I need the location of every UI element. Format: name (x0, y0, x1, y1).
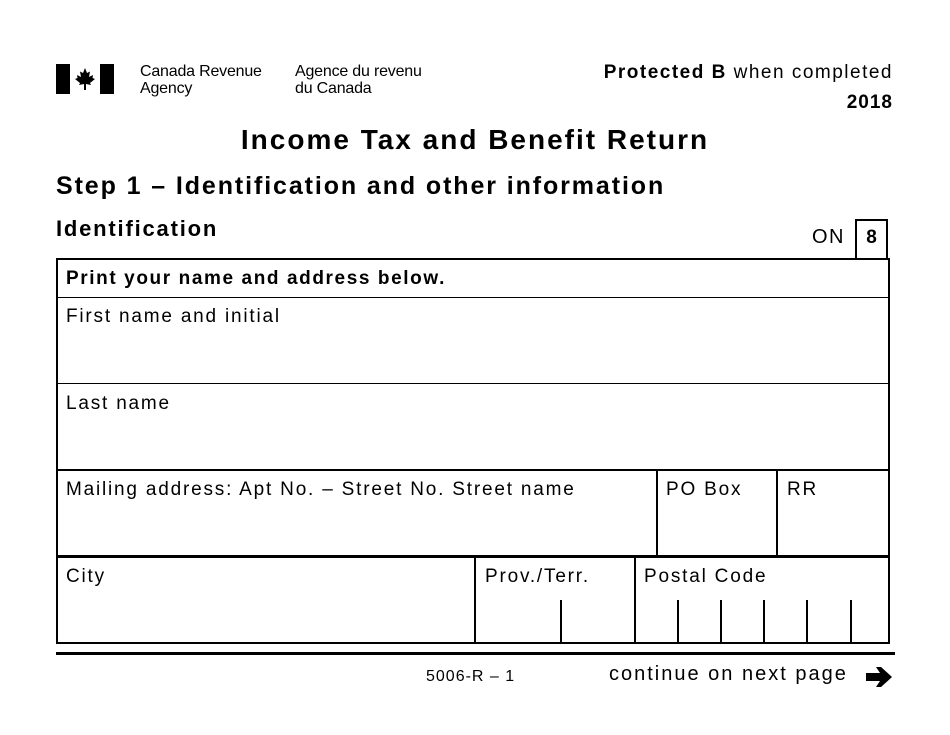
postal-char-5[interactable] (808, 600, 850, 642)
agency-name-en-line1: Canada Revenue (140, 63, 262, 80)
city-label: City (66, 566, 106, 587)
agency-name-fr-line2: du Canada (295, 80, 372, 97)
form-number: 5006-R – 1 (426, 668, 516, 685)
agency-name-fr-line1: Agence du revenu (295, 63, 422, 80)
first-name-label: First name and initial (66, 306, 281, 327)
postal-char-1[interactable] (636, 600, 677, 642)
po-box-field[interactable] (658, 471, 776, 555)
province-code-value: 8 (866, 227, 877, 248)
province-char-1[interactable] (476, 600, 560, 642)
rr-label: RR (787, 479, 819, 500)
postal-char-3[interactable] (722, 600, 763, 642)
mailing-address-label: Mailing address: Apt No. – Street No. Street name (66, 479, 576, 500)
protected-notice (604, 62, 893, 84)
continue-text: continue on next page (609, 663, 848, 685)
canada-flag-icon (56, 64, 114, 94)
postal-code-label: Postal Code (644, 566, 768, 587)
first-name-field[interactable] (58, 298, 888, 383)
po-box-label: PO Box (666, 479, 743, 500)
last-name-label: Last name (66, 393, 171, 414)
footer-rule (56, 652, 895, 655)
protected-suffix: when completed (726, 62, 893, 83)
step-title: Step 1 – Identification and other information (56, 172, 666, 200)
city-field[interactable] (58, 558, 474, 642)
agency-name-en-line2: Agency (140, 80, 193, 97)
last-name-field[interactable] (58, 384, 888, 469)
province-char-2[interactable] (562, 600, 634, 642)
section-title: Identification (56, 216, 219, 241)
arrow-right-icon (866, 664, 894, 690)
postal-char-2[interactable] (679, 600, 720, 642)
protected-level: Protected B (603, 62, 727, 83)
tax-year: 2018 (846, 92, 893, 113)
postal-char-4[interactable] (765, 600, 806, 642)
postal-char-6[interactable] (852, 600, 888, 642)
rr-field[interactable] (778, 471, 888, 555)
mailing-address-field[interactable] (58, 471, 656, 555)
province-code-label: ON (812, 226, 845, 248)
page-title: Income Tax and Benefit Return (240, 124, 710, 155)
form-instruction: Print your name and address below. (66, 268, 446, 289)
province-label: Prov./Terr. (485, 566, 590, 587)
